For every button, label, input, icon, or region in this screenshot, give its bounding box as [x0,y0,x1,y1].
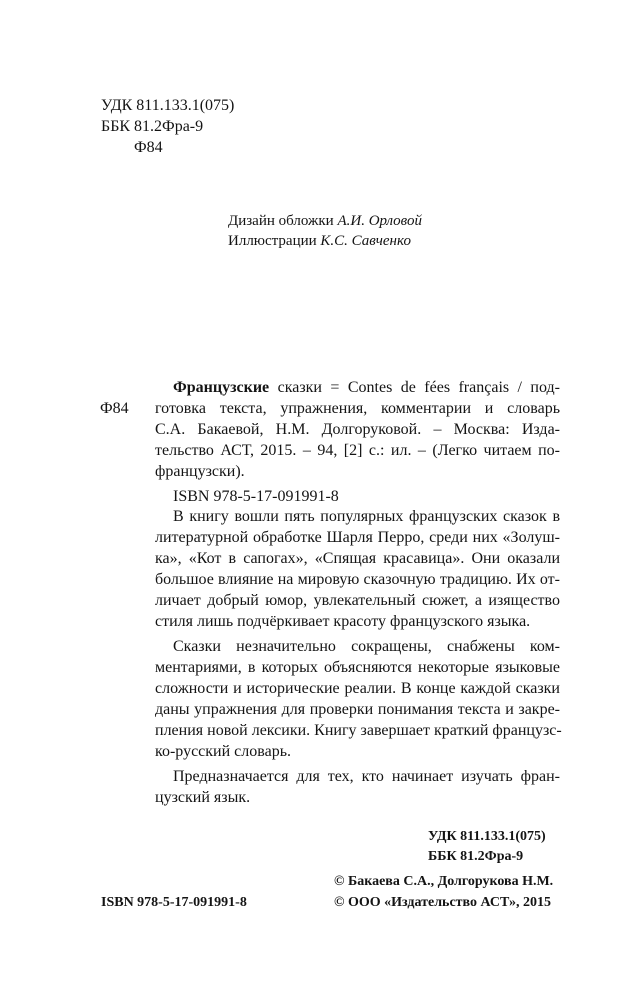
cover-designer-name: А.И. Орловой [337,213,422,229]
biblio-line-5: французски). [155,463,245,480]
biblio-line-2: готовка текста, упражнения, комментарии и словарь [155,400,560,417]
annotation-p2-line-4: даны упражнения для проверки понимания текста и закре- [155,701,560,718]
copyright-authors: © Бакаева С.А., Долгорукова Н.М. [334,874,554,889]
annotation-p2-line-1: Сказки незначительно сокращены, снабжены ком- [173,638,560,655]
annotation-p2-line-5: пления новой лексики. Книгу завершает краткий французс- [155,722,562,739]
annotation-p3-line-1: Предназначается для тех, кто начинает изучать фран- [173,768,560,785]
cover-design-label: Дизайн обложки [228,213,334,229]
author-mark: Ф84 [134,139,163,156]
footer-bbk: ББК 81.2Фра-9 [428,849,524,864]
illustrator-name: К.С. Савченко [320,233,411,249]
illustrations-credit [228,231,411,252]
annotation-p1-line-2: литературной обработке Шарля Перро, среди них «Золуш- [155,529,560,546]
footer-isbn: ISBN 978-5-17-091991-8 [101,895,247,910]
isbn-record: ISBN 978-5-17-091991-8 [173,488,339,505]
biblio-line-3: С.А. Бакаевой, Н.М. Долгоруковой. – Москва: Изда- [155,421,560,438]
annotation-p3-line-2: цузский язык. [155,789,251,806]
copyright-publisher: © ООО «Издательство АСТ», 2015 [334,895,552,910]
annotation-p2-line-2: ментариями, в которых объясняются некоторые языковые [155,659,560,676]
annotation-p1-line-5: личает добрый юмор, увлекательный сюжет, а изящество [155,592,560,609]
margin-author-mark: Ф84 [100,400,129,417]
cover-design-credit [228,211,422,232]
annotation-p2-line-6: ко-русский словарь. [155,743,292,760]
udk-code: УДК 811.133.1(075) [101,97,235,114]
footer-udk: УДК 811.133.1(075) [428,829,546,844]
biblio-line-1: Французские сказки = Contes de fées français / под- [173,379,560,396]
illustrations-label: Иллюстрации [228,233,317,249]
annotation-p1-line-1: В книгу вошли пять популярных французских сказок в [173,508,560,525]
annotation-p1-line-4: большое влияние на мировую сказочную традицию. Их от- [155,571,560,588]
book-title-word: Французские [173,379,270,396]
annotation-p2-line-3: сложности и исторические реалии. В конце каждой сказки [155,680,560,697]
annotation-p1-line-6: стиля лишь подчёркивает красоту французского языка. [155,613,531,630]
annotation-p1-line-3: ка», «Кот в сапогах», «Спящая красавица». Они оказали [155,550,560,567]
bbk-code: ББК 81.2Фра-9 [101,118,204,135]
biblio-line-4: тельство АСТ, 2015. – 94, [2] с.: ил. – (Легко читаем по- [155,442,560,459]
